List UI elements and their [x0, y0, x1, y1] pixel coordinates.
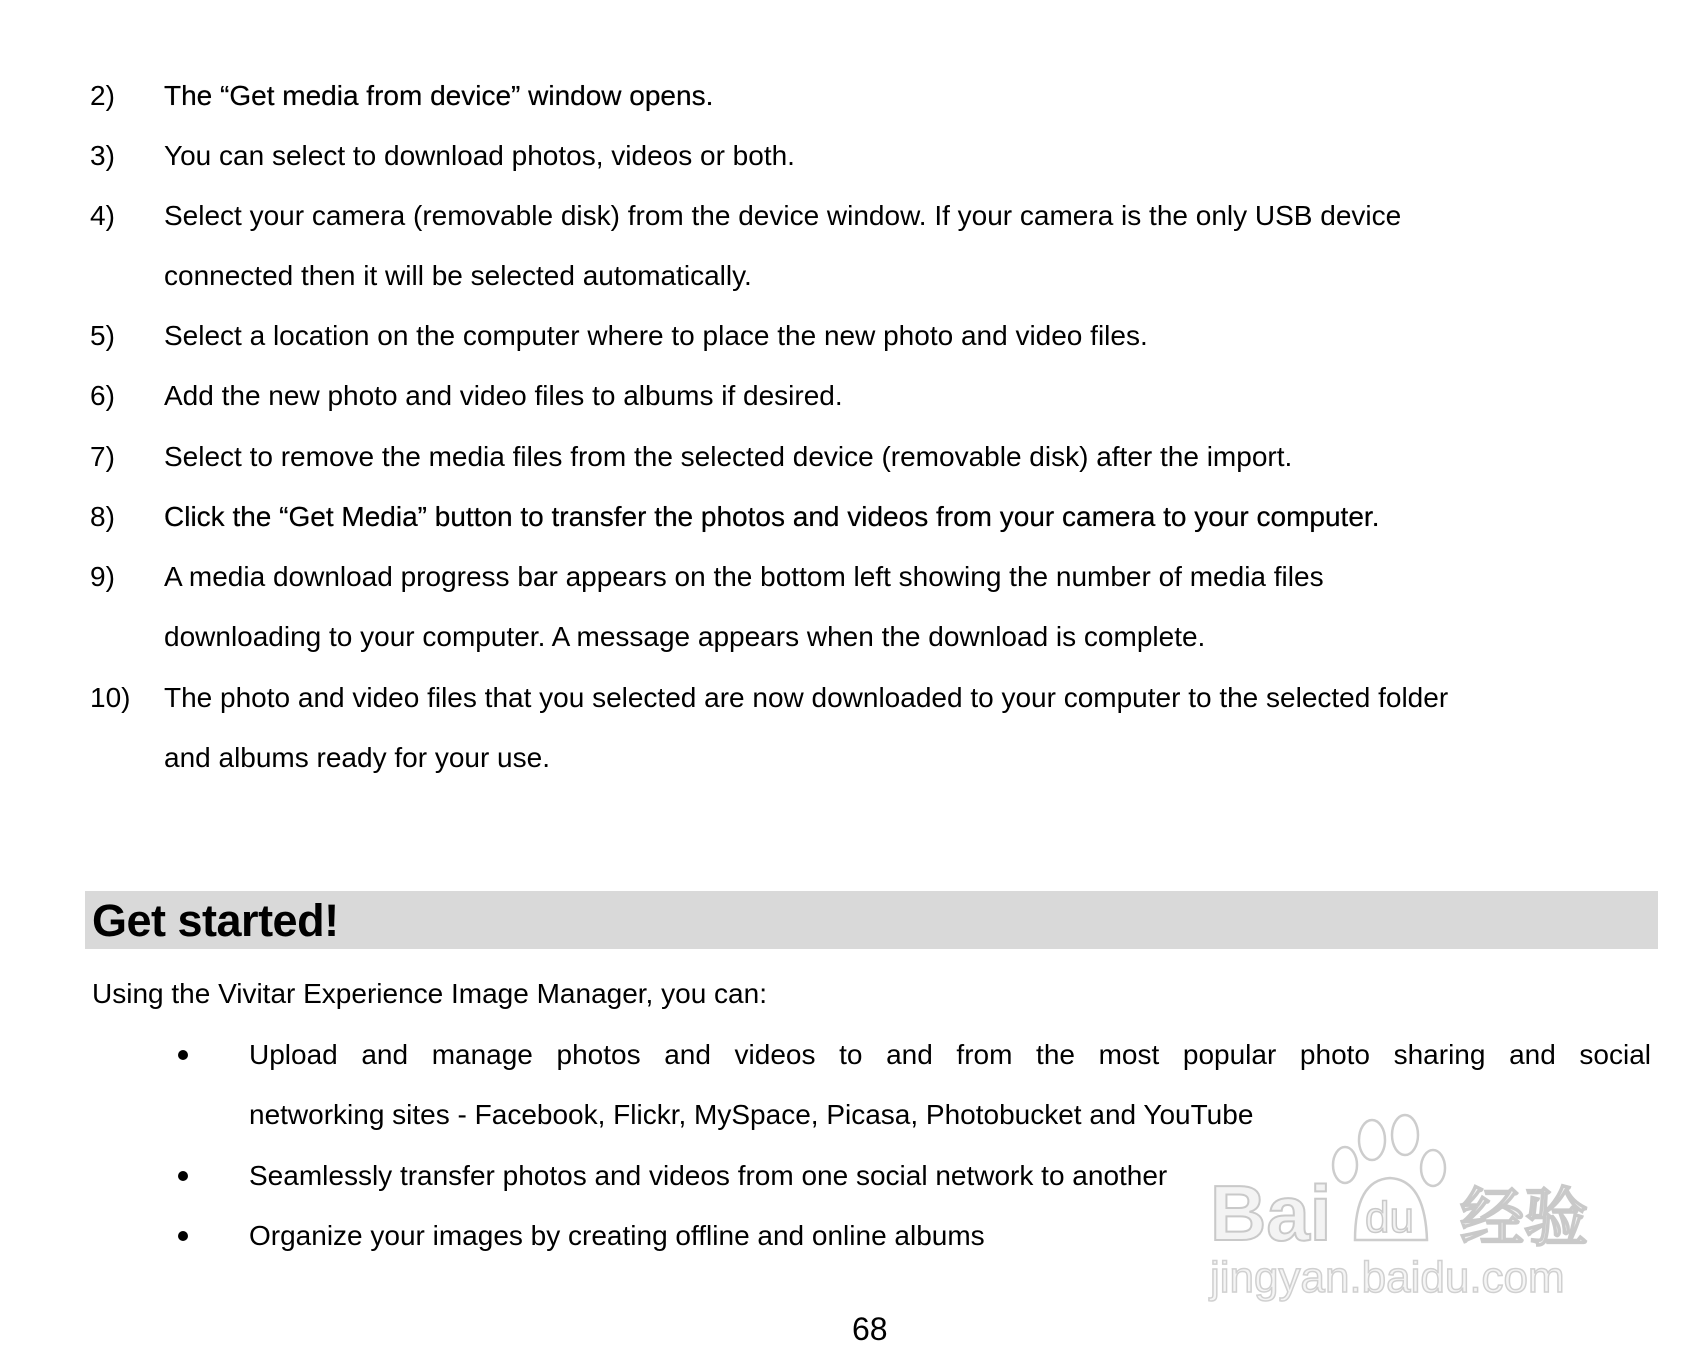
section-heading: Get started! — [92, 895, 339, 946]
bullet-text: Organize your images by creating offline and online albums — [249, 1220, 985, 1251]
baidu-watermark-logo — [1205, 1100, 1615, 1305]
step-number: 10) — [90, 682, 131, 713]
step-text: downloading to your computer. A message appears when the download is complete. — [164, 621, 1206, 652]
step-number: 2) — [90, 80, 115, 111]
bullet-text: Upload and manage photos and videos to and from the most popular photo sharing and social — [249, 1039, 1651, 1070]
paw-toe — [1421, 1150, 1445, 1186]
step-text: Select your camera (removable disk) from the device window. If your camera is the only USB device — [164, 200, 1402, 231]
step-text: The “Get media from device” window opens. — [164, 80, 714, 111]
bullet-text: Seamlessly transfer photos and videos from one social network to another — [249, 1160, 1168, 1191]
bullet-icon — [178, 1171, 188, 1181]
section-intro: Using the Vivitar Experience Image Manager, you can: — [92, 978, 767, 1009]
step-number: 8) — [90, 501, 115, 532]
bullet-icon — [178, 1231, 188, 1241]
svg-text:du: du — [1365, 1193, 1414, 1242]
step-text: Select to remove the media files from the selected device (removable disk) after the import. — [164, 441, 1293, 472]
bullet-icon — [178, 1050, 188, 1060]
paw-toe — [1359, 1120, 1385, 1160]
svg-text:Bai: Bai — [1210, 1169, 1332, 1257]
watermark-url: jingyan.baidu.com — [1210, 1253, 1565, 1302]
step-number: 6) — [90, 380, 115, 411]
paw-toe — [1392, 1115, 1418, 1155]
step-text: and albums ready for your use. — [164, 742, 550, 773]
step-text: You can select to download photos, videos or both. — [164, 140, 795, 171]
step-text: The photo and video files that you selected are now downloaded to your computer to the selected folder — [164, 682, 1449, 713]
step-text: connected then it will be selected automatically. — [164, 260, 752, 291]
step-number: 3) — [90, 140, 115, 171]
step-number: 4) — [90, 200, 115, 231]
step-text: Add the new photo and video files to albums if desired. — [164, 380, 843, 411]
svg-text:经验: 经验 — [1460, 1182, 1588, 1256]
page-number: 68 — [852, 1311, 888, 1347]
step-number: 5) — [90, 320, 115, 351]
step-text: Click the “Get Media” button to transfer the photos and videos from your camera to your computer. — [164, 501, 1380, 532]
step-text: A media download progress bar appears on the bottom left showing the number of media files — [164, 561, 1324, 592]
step-text: Select a location on the computer where to place the new photo and video files. — [164, 320, 1148, 351]
paw-toe — [1333, 1147, 1357, 1183]
bullet-text: networking sites - Facebook, Flickr, MySpace, Picasa, Photobucket and YouTube — [249, 1099, 1254, 1130]
step-number: 9) — [90, 561, 115, 592]
step-number: 7) — [90, 441, 115, 472]
